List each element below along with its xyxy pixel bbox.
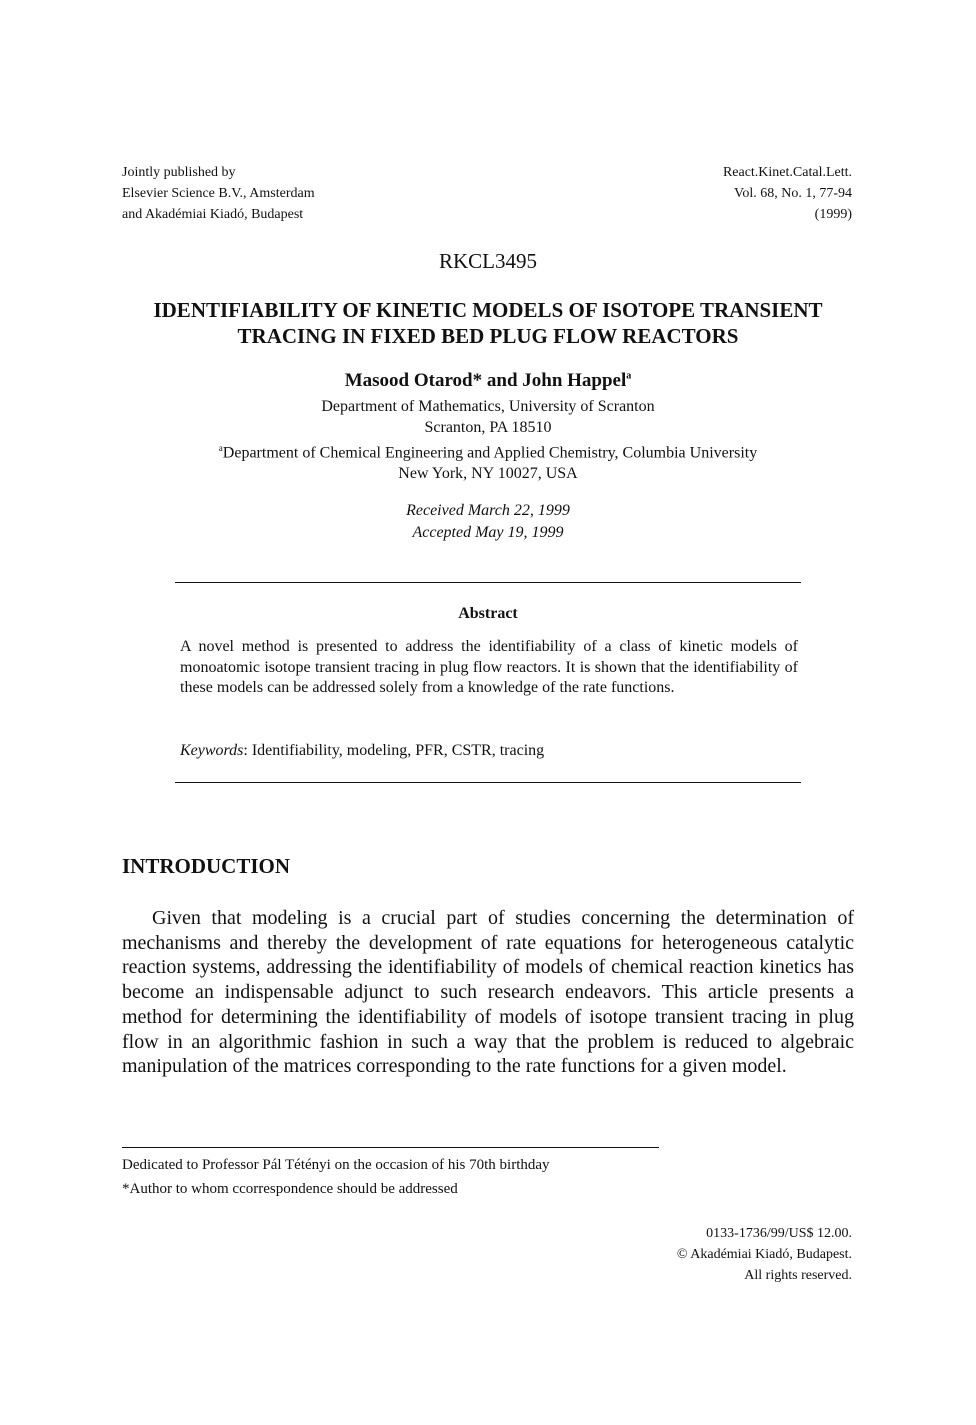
copyright-line: © Akadémiai Kiadó, Budapest.: [676, 1247, 852, 1262]
copyright-line: All rights reserved.: [744, 1268, 852, 1283]
section-heading-introduction: INTRODUCTION: [122, 854, 291, 878]
affiliation-line: Scranton, PA 18510: [424, 418, 552, 436]
authors-text: Masood Otarod* and John Happel: [344, 370, 627, 391]
citation-line: React.Kinet.Catal.Lett.: [722, 165, 852, 180]
author-names: [0, 370, 976, 392]
citation-line: Vol. 68, No. 1, 77-94: [734, 186, 852, 201]
accepted-date: Accepted May 19, 1999: [412, 524, 564, 541]
publisher-line: Elsevier Science B.V., Amsterdam: [122, 186, 315, 201]
keywords: [180, 742, 544, 760]
footnote-rule: [122, 1147, 659, 1148]
article-dates: [0, 500, 976, 544]
footnotes: [122, 1153, 550, 1201]
affiliation-line: Department of Mathematics, University of Scranton: [321, 398, 655, 415]
publisher-info: [122, 162, 315, 225]
affiliation-line: New York, NY 10027, USA: [398, 464, 578, 482]
abstract-heading: Abstract: [458, 605, 518, 622]
abstract-top-rule: [175, 582, 801, 583]
journal-citation: [723, 162, 852, 225]
abstract-bottom-rule: [175, 782, 801, 783]
paper-title: [100, 297, 876, 349]
keywords-label: Keywords: [180, 742, 244, 759]
affiliation-text: Department of Chemical Engineering and Applied Chemistry, Columbia University: [222, 444, 758, 462]
title-line: IDENTIFIABILITY OF KINETIC MODELS OF ISOTOPE TRANSIENT: [153, 298, 823, 322]
introduction-paragraph: Given that modeling is a crucial part of studies concerning the determination of mechanisms and thereby the development of rate equations for heterogeneous catalytic reaction systems, addressing the identifiability of models of chemical reaction kinetics has become an indispensable adjunct to such research endeavors. This article presents a method for determining the identifiability of models of isotope transient tracing in plug flow in an algorithmic fashion in such a way that the problem is reduced to algebraic manipulation of the matrices corresponding to the rate functions for a given model.: [122, 907, 854, 1078]
affiliations: [0, 397, 976, 484]
dedication-note: Dedicated to Professor Pál Tétényi on the occasion of his 70th birthday: [122, 1157, 550, 1173]
citation-line: (1999): [814, 207, 852, 222]
copyright-block: [677, 1223, 852, 1286]
corresponding-author-note: *Author to whom ccorrespondence should be addressed: [122, 1181, 458, 1197]
affiliation-mark: a: [218, 443, 223, 453]
publisher-line: Jointly published by: [122, 165, 236, 180]
publisher-line: and Akadémiai Kiadó, Budapest: [122, 207, 304, 222]
title-line: TRACING IN FIXED BED PLUG FLOW REACTORS: [237, 324, 739, 348]
received-date: Received March 22, 1999: [406, 502, 570, 519]
abstract-text: A novel method is presented to address the identifiability of a class of kinetic models of monoatomic isotope transient tracing in plug flow reactors. It is shown that the identifiability of these models can be addressed solely from a knowledge of the rate functions.: [180, 638, 798, 696]
copyright-line: 0133-1736/99/US$ 12.00.: [706, 1226, 852, 1241]
affiliation-line: [0, 438, 976, 464]
keywords-list: : Identifiability, modeling, PFR, CSTR, tracing: [243, 742, 545, 759]
article-code: RKCL3495: [438, 249, 537, 273]
affiliation-mark: a: [626, 370, 632, 382]
